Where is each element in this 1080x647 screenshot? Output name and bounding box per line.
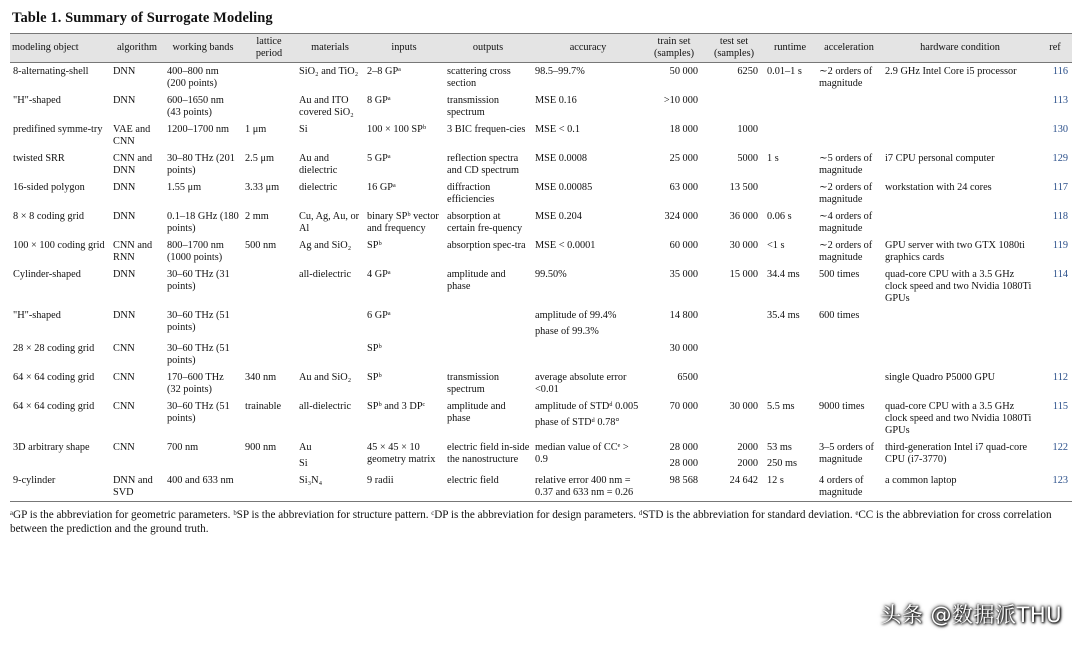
cell-modeling-object: 3D arbitrary shape [13, 442, 90, 453]
cell-algorithm: CNN [113, 343, 135, 354]
cell-working-bands: 700 nm [167, 442, 199, 453]
cell-ref[interactable]: 123 [1038, 472, 1072, 502]
header-train-set: train set (samples) [644, 34, 704, 63]
cell-materials [296, 307, 364, 340]
cell-runtime [764, 439, 816, 472]
table-row [10, 92, 1072, 121]
cell-lattice-period [242, 307, 296, 340]
cell-outputs: absorption at certain fre-quency [447, 211, 523, 234]
cell-lattice-period: 2 mm [245, 211, 269, 222]
cell-runtime: <1 s [767, 240, 785, 251]
cell-materials: all-dielectric [299, 401, 352, 412]
cell-acceleration: ∼5 orders of magnitude [819, 153, 873, 176]
cell-modeling-object: 8-alternating-shell [13, 66, 89, 77]
cell-working-bands: 30–60 THz (51 points) [167, 310, 230, 333]
table-row [10, 237, 1072, 266]
table-row [10, 369, 1072, 398]
cell-ref[interactable]: 122 [1052, 442, 1068, 453]
cell-lattice-period [242, 63, 296, 93]
cell-acceleration [816, 369, 882, 398]
cell-accuracy: MSE 0.0008 [535, 153, 588, 164]
cell-train-set: 14 800 [669, 310, 698, 321]
table-row [10, 340, 1072, 369]
cell-inputs: SPᵇ and 3 DPᶜ [367, 401, 426, 412]
cell-line: phase of STDᵈ 0.78° [535, 417, 620, 428]
cell-inputs: SPᵇ [367, 372, 382, 383]
cell-accuracy: average absolute error <0.01 [535, 372, 627, 395]
cell-line: amplitude of 99.4% [535, 310, 617, 321]
cell-accuracy: MSE 0.204 [535, 211, 582, 222]
cell-outputs: diffraction efficiencies [447, 182, 495, 205]
cell-line: 28 000 [669, 442, 698, 453]
cell-modeling-object: 100 × 100 coding grid [13, 240, 105, 251]
cell-test-set: 6250 [737, 66, 758, 77]
table-row [10, 121, 1072, 150]
cell-working-bands: 0.1–18 GHz (180 points) [167, 211, 239, 234]
header-ref: ref [1038, 34, 1072, 63]
cell-outputs: electric field in-side the nanostructure [447, 442, 530, 465]
cell-lattice-period [242, 92, 296, 121]
header-accuracy: accuracy [532, 34, 644, 63]
cell-hardware-condition [882, 208, 1038, 237]
cell-ref[interactable]: 114 [1052, 269, 1068, 280]
cell-accuracy: 99.50% [535, 269, 567, 280]
cell-accuracy: MSE < 0.1 [535, 124, 580, 135]
cell-algorithm: CNN and RNN [113, 240, 153, 263]
header-modeling-object: modeling object [10, 34, 110, 63]
table-body [10, 63, 1072, 502]
cell-train-set: 60 000 [669, 240, 698, 251]
cell-outputs: scattering cross section [447, 66, 511, 89]
cell-modeling-object: "H"-shaped [13, 95, 61, 106]
cell-runtime: 0.01–1 s [767, 66, 802, 77]
cell-ref[interactable]: 116 [1052, 66, 1068, 77]
cell-working-bands: 30–60 THz (51 points) [167, 343, 230, 366]
surrogate-modeling-table [10, 33, 1072, 502]
cell-working-bands: 1200–1700 nm [167, 124, 230, 135]
cell-materials: Si [299, 124, 308, 135]
cell-test-set: 15 000 [729, 269, 758, 280]
cell-algorithm: CNN [113, 401, 135, 412]
cell-ref[interactable]: 119 [1052, 240, 1068, 251]
cell-hardware-condition [882, 92, 1038, 121]
cell-working-bands: 400–800 nm (200 points) [167, 66, 219, 89]
cell-runtime: 12 s [764, 472, 816, 502]
cell-modeling-object: twisted SRR [13, 153, 65, 164]
cell-hardware-condition: workstation with 24 cores [885, 182, 992, 193]
cell-outputs [444, 307, 532, 340]
cell-ref[interactable]: 130 [1052, 124, 1068, 135]
cell-outputs: electric field [444, 472, 532, 502]
cell-test-set [704, 307, 764, 340]
cell-inputs: 4 GPᵃ [367, 269, 391, 280]
cell-lattice-period: trainable [245, 401, 282, 412]
cell-accuracy: MSE 0.00085 [535, 182, 593, 193]
watermark-text: 头条 @数据派THU [880, 603, 1062, 627]
paper-page [10, 10, 1072, 536]
cell-lattice-period: 340 nm [245, 372, 277, 383]
cell-line: amplitude of STDᵈ 0.005 [535, 401, 639, 412]
cell-hardware-condition [882, 340, 1038, 369]
cell-algorithm: VAE and CNN [113, 124, 151, 147]
cell-algorithm: CNN [113, 372, 135, 383]
cell-train-set: 30 000 [669, 343, 698, 354]
cell-lattice-period [242, 266, 296, 307]
cell-inputs: 16 GPᵃ [367, 182, 396, 193]
cell-runtime: 5.5 ms [767, 401, 795, 412]
cell-working-bands: 30–60 THz (31 points) [167, 269, 230, 292]
cell-inputs: SPᵇ [367, 343, 382, 354]
cell-materials [296, 340, 364, 369]
cell-line: 2000 [737, 458, 758, 469]
cell-test-set: 1000 [737, 124, 758, 135]
table-row [10, 63, 1072, 93]
cell-runtime: 1 s [767, 153, 779, 164]
cell-acceleration: ∼2 orders of magnitude [819, 182, 873, 205]
cell-hardware-condition: 2.9 GHz Intel Core i5 processor [885, 66, 1017, 77]
cell-train-set: 50 000 [669, 66, 698, 77]
cell-ref[interactable]: 115 [1052, 401, 1068, 412]
cell-accuracy [532, 307, 644, 340]
cell-test-set: 30 000 [729, 401, 758, 412]
cell-runtime: 0.06 s [767, 211, 792, 222]
cell-ref[interactable]: 113 [1052, 95, 1068, 106]
header-materials: materials [296, 34, 364, 63]
cell-ref [1038, 307, 1072, 340]
cell-line: 250 ms [767, 458, 798, 469]
cell-line: 53 ms [767, 442, 792, 453]
cell-modeling-object: Cylinder-shaped [13, 269, 81, 280]
cell-materials: Cu, Ag, Au, or Al [299, 211, 360, 234]
cell-accuracy: relative error 400 nm = 0.37 and 633 nm = 0.26 [532, 472, 644, 502]
cell-accuracy: 98.5–99.7% [535, 66, 585, 77]
cell-accuracy: MSE < 0.0001 [535, 240, 596, 251]
cell-algorithm: DNN and SVD [110, 472, 164, 502]
cell-train-set: 63 000 [669, 182, 698, 193]
header-inputs: inputs [364, 34, 444, 63]
cell-train-set: 324 000 [664, 211, 698, 222]
cell-modeling-object: 9-cylinder [10, 472, 110, 502]
cell-runtime [764, 340, 816, 369]
cell-runtime: 34.4 ms [767, 269, 800, 280]
cell-acceleration: ∼4 orders of magnitude [819, 211, 873, 234]
cell-lattice-period: 2.5 μm [245, 153, 274, 164]
cell-test-set: 5000 [737, 153, 758, 164]
table-row [10, 307, 1072, 340]
cell-hardware-condition: GPU server with two GTX 1080ti graphics cards [885, 240, 1025, 263]
cell-lattice-period: 900 nm [245, 442, 277, 453]
cell-hardware-condition: third-generation Intel i7 quad-core CPU (i7-3770) [885, 442, 1028, 465]
cell-working-bands: 1.55 μm [167, 182, 202, 193]
cell-outputs: amplitude and phase [447, 269, 506, 292]
cell-outputs: transmission spectrum [447, 95, 500, 118]
cell-hardware-condition: quad-core CPU with a 3.5 GHz clock speed and two Nvidia 1080Ti GPUs [885, 401, 1032, 436]
cell-acceleration: 9000 times [819, 401, 865, 412]
cell-ref[interactable]: 129 [1052, 153, 1068, 164]
cell-algorithm: DNN [113, 269, 136, 280]
header-acceleration: acceleration [816, 34, 882, 63]
cell-acceleration [816, 121, 882, 150]
header-test-set: test set (samples) [704, 34, 764, 63]
cell-hardware-condition [882, 121, 1038, 150]
cell-test-set [704, 92, 764, 121]
cell-inputs: 100 × 100 SPᵇ [367, 124, 427, 135]
table-footnote: ᵃGP is the abbreviation for geometric parameters. ᵇSP is the abbreviation for structure pattern. ᶜDP is the abbreviation for design parameters. ᵈSTD is the abbreviation for standard deviation. ᵉCC is the abbreviation for cross correlation between the prediction and the ground truth. [10, 509, 1052, 535]
table-row [10, 398, 1072, 439]
cell-ref[interactable]: 118 [1052, 211, 1068, 222]
cell-lattice-period [242, 472, 296, 502]
cell-hardware-condition: quad-core CPU with a 3.5 GHz clock speed and two Nvidia 1080Ti GPUs [885, 269, 1032, 304]
header-hardware-condition: hardware condition [882, 34, 1038, 63]
header-lattice-period: lattice period [242, 34, 296, 63]
cell-lattice-period: 3.33 μm [245, 182, 280, 193]
cell-inputs: 6 GPᵃ [367, 310, 391, 321]
header-algorithm: algorithm [110, 34, 164, 63]
cell-acceleration: ∼2 orders of magnitude [819, 240, 873, 263]
cell-outputs: transmission spectrum [447, 372, 500, 395]
cell-working-bands: 170–600 THz (32 points) [167, 372, 224, 395]
cell-accuracy: MSE 0.16 [535, 95, 577, 106]
cell-runtime [764, 369, 816, 398]
cell-algorithm: DNN [113, 182, 136, 193]
cell-acceleration: ∼2 orders of magnitude [819, 66, 873, 89]
cell-train-set: 35 000 [669, 269, 698, 280]
cell-test-set: 36 000 [729, 211, 758, 222]
cell-lattice-period [242, 340, 296, 369]
cell-train-set: 18 000 [669, 124, 698, 135]
cell-inputs: SPᵇ [367, 240, 382, 251]
table-row [10, 179, 1072, 208]
cell-materials: Au and dielectric [299, 153, 338, 176]
cell-acceleration: 500 times [819, 269, 860, 280]
cell-working-bands: 30–80 THz (201 points) [167, 153, 235, 176]
header-outputs: outputs [444, 34, 532, 63]
cell-ref[interactable]: 117 [1052, 182, 1068, 193]
cell-accuracy [532, 398, 644, 439]
cell-materials: SiO₂ and TiO₂ [299, 66, 359, 77]
cell-runtime [764, 92, 816, 121]
cell-train-set: >10 000 [663, 95, 698, 106]
cell-acceleration [816, 92, 882, 121]
cell-acceleration: 4 orders of magnitude [816, 472, 882, 502]
cell-line: 2000 [737, 442, 758, 453]
cell-train-set [644, 439, 704, 472]
cell-line: Si [299, 458, 308, 469]
header-working-bands: working bands [164, 34, 242, 63]
cell-line: 28 000 [669, 458, 698, 469]
cell-modeling-object: 16-sided polygon [13, 182, 85, 193]
cell-outputs [444, 340, 532, 369]
cell-inputs: 5 GPᵃ [367, 153, 391, 164]
cell-runtime: 35.4 ms [767, 310, 800, 321]
cell-materials: Si₃N₄ [296, 472, 364, 502]
table-caption: Table 1. Summary of Surrogate Modeling [12, 10, 273, 26]
cell-materials: all-dielectric [299, 269, 352, 280]
cell-algorithm: DNN [113, 310, 136, 321]
cell-inputs: 9 radii [364, 472, 444, 502]
cell-materials [296, 439, 364, 472]
cell-train-set: 6500 [677, 372, 698, 383]
cell-modeling-object: "H"-shaped [13, 310, 61, 321]
table-row [10, 266, 1072, 307]
cell-working-bands: 800–1700 nm (1000 points) [167, 240, 224, 263]
table-row [10, 208, 1072, 237]
table-row [10, 472, 1072, 502]
cell-ref[interactable]: 112 [1052, 372, 1068, 383]
cell-test-set: 30 000 [729, 240, 758, 251]
cell-test-set: 24 642 [704, 472, 764, 502]
cell-outputs: 3 BIC frequen-cies [447, 124, 526, 135]
cell-lattice-period: 1 μm [245, 124, 267, 135]
cell-materials: Ag and SiO₂ [299, 240, 352, 251]
cell-test-set: 13 500 [729, 182, 758, 193]
cell-inputs: binary SPᵇ vector and frequency [367, 211, 439, 234]
cell-inputs: 2–8 GPᵃ [367, 66, 401, 77]
cell-working-bands: 600–1650 nm (43 points) [167, 95, 224, 118]
cell-modeling-object: 64 × 64 coding grid [13, 372, 95, 383]
cell-modeling-object: 64 × 64 coding grid [13, 401, 95, 412]
cell-outputs: amplitude and phase [447, 401, 506, 424]
cell-algorithm: DNN [113, 95, 136, 106]
cell-working-bands: 30–60 THz (51 points) [167, 401, 230, 424]
cell-acceleration [816, 340, 882, 369]
cell-algorithm: CNN [113, 442, 135, 453]
cell-inputs: 8 GPᵃ [367, 95, 391, 106]
cell-algorithm: CNN and DNN [113, 153, 153, 176]
cell-accuracy: median value of CCᵉ > 0.9 [535, 442, 629, 465]
cell-outputs: reflection spectra and CD spectrum [447, 153, 520, 176]
cell-inputs: 45 × 45 × 10 geometry matrix [367, 442, 436, 465]
cell-hardware-condition: single Quadro P5000 GPU [885, 372, 996, 383]
cell-hardware-condition: a common laptop [882, 472, 1038, 502]
cell-materials: Au and SiO₂ [299, 372, 352, 383]
cell-line: Au [299, 442, 312, 453]
table-header-row [10, 34, 1072, 63]
cell-train-set: 25 000 [669, 153, 698, 164]
cell-modeling-object: 28 × 28 coding grid [13, 343, 95, 354]
cell-hardware-condition [882, 307, 1038, 340]
cell-materials: Au and ITO covered SiO₂ [299, 95, 354, 118]
cell-ref [1038, 340, 1072, 369]
cell-test-set [704, 439, 764, 472]
header-runtime: runtime [764, 34, 816, 63]
cell-train-set: 70 000 [669, 401, 698, 412]
table-row [10, 150, 1072, 179]
cell-accuracy [532, 340, 644, 369]
cell-working-bands: 400 and 633 nm [164, 472, 242, 502]
cell-modeling-object: predifined symme-try [13, 124, 103, 135]
cell-algorithm: DNN [113, 66, 136, 77]
cell-outputs: absorption spec-tra [447, 240, 526, 251]
cell-train-set: 98 568 [644, 472, 704, 502]
cell-runtime [764, 121, 816, 150]
cell-test-set [704, 369, 764, 398]
cell-hardware-condition: i7 CPU personal computer [885, 153, 995, 164]
cell-acceleration: 3–5 orders of magnitude [819, 442, 874, 465]
cell-algorithm: DNN [113, 211, 136, 222]
cell-modeling-object: 8 × 8 coding grid [13, 211, 85, 222]
cell-lattice-period: 500 nm [245, 240, 277, 251]
cell-line: phase of 99.3% [535, 326, 599, 337]
table-row [10, 439, 1072, 472]
cell-acceleration: 600 times [819, 310, 860, 321]
cell-materials: dielectric [299, 182, 338, 193]
cell-runtime [764, 179, 816, 208]
cell-test-set [704, 340, 764, 369]
